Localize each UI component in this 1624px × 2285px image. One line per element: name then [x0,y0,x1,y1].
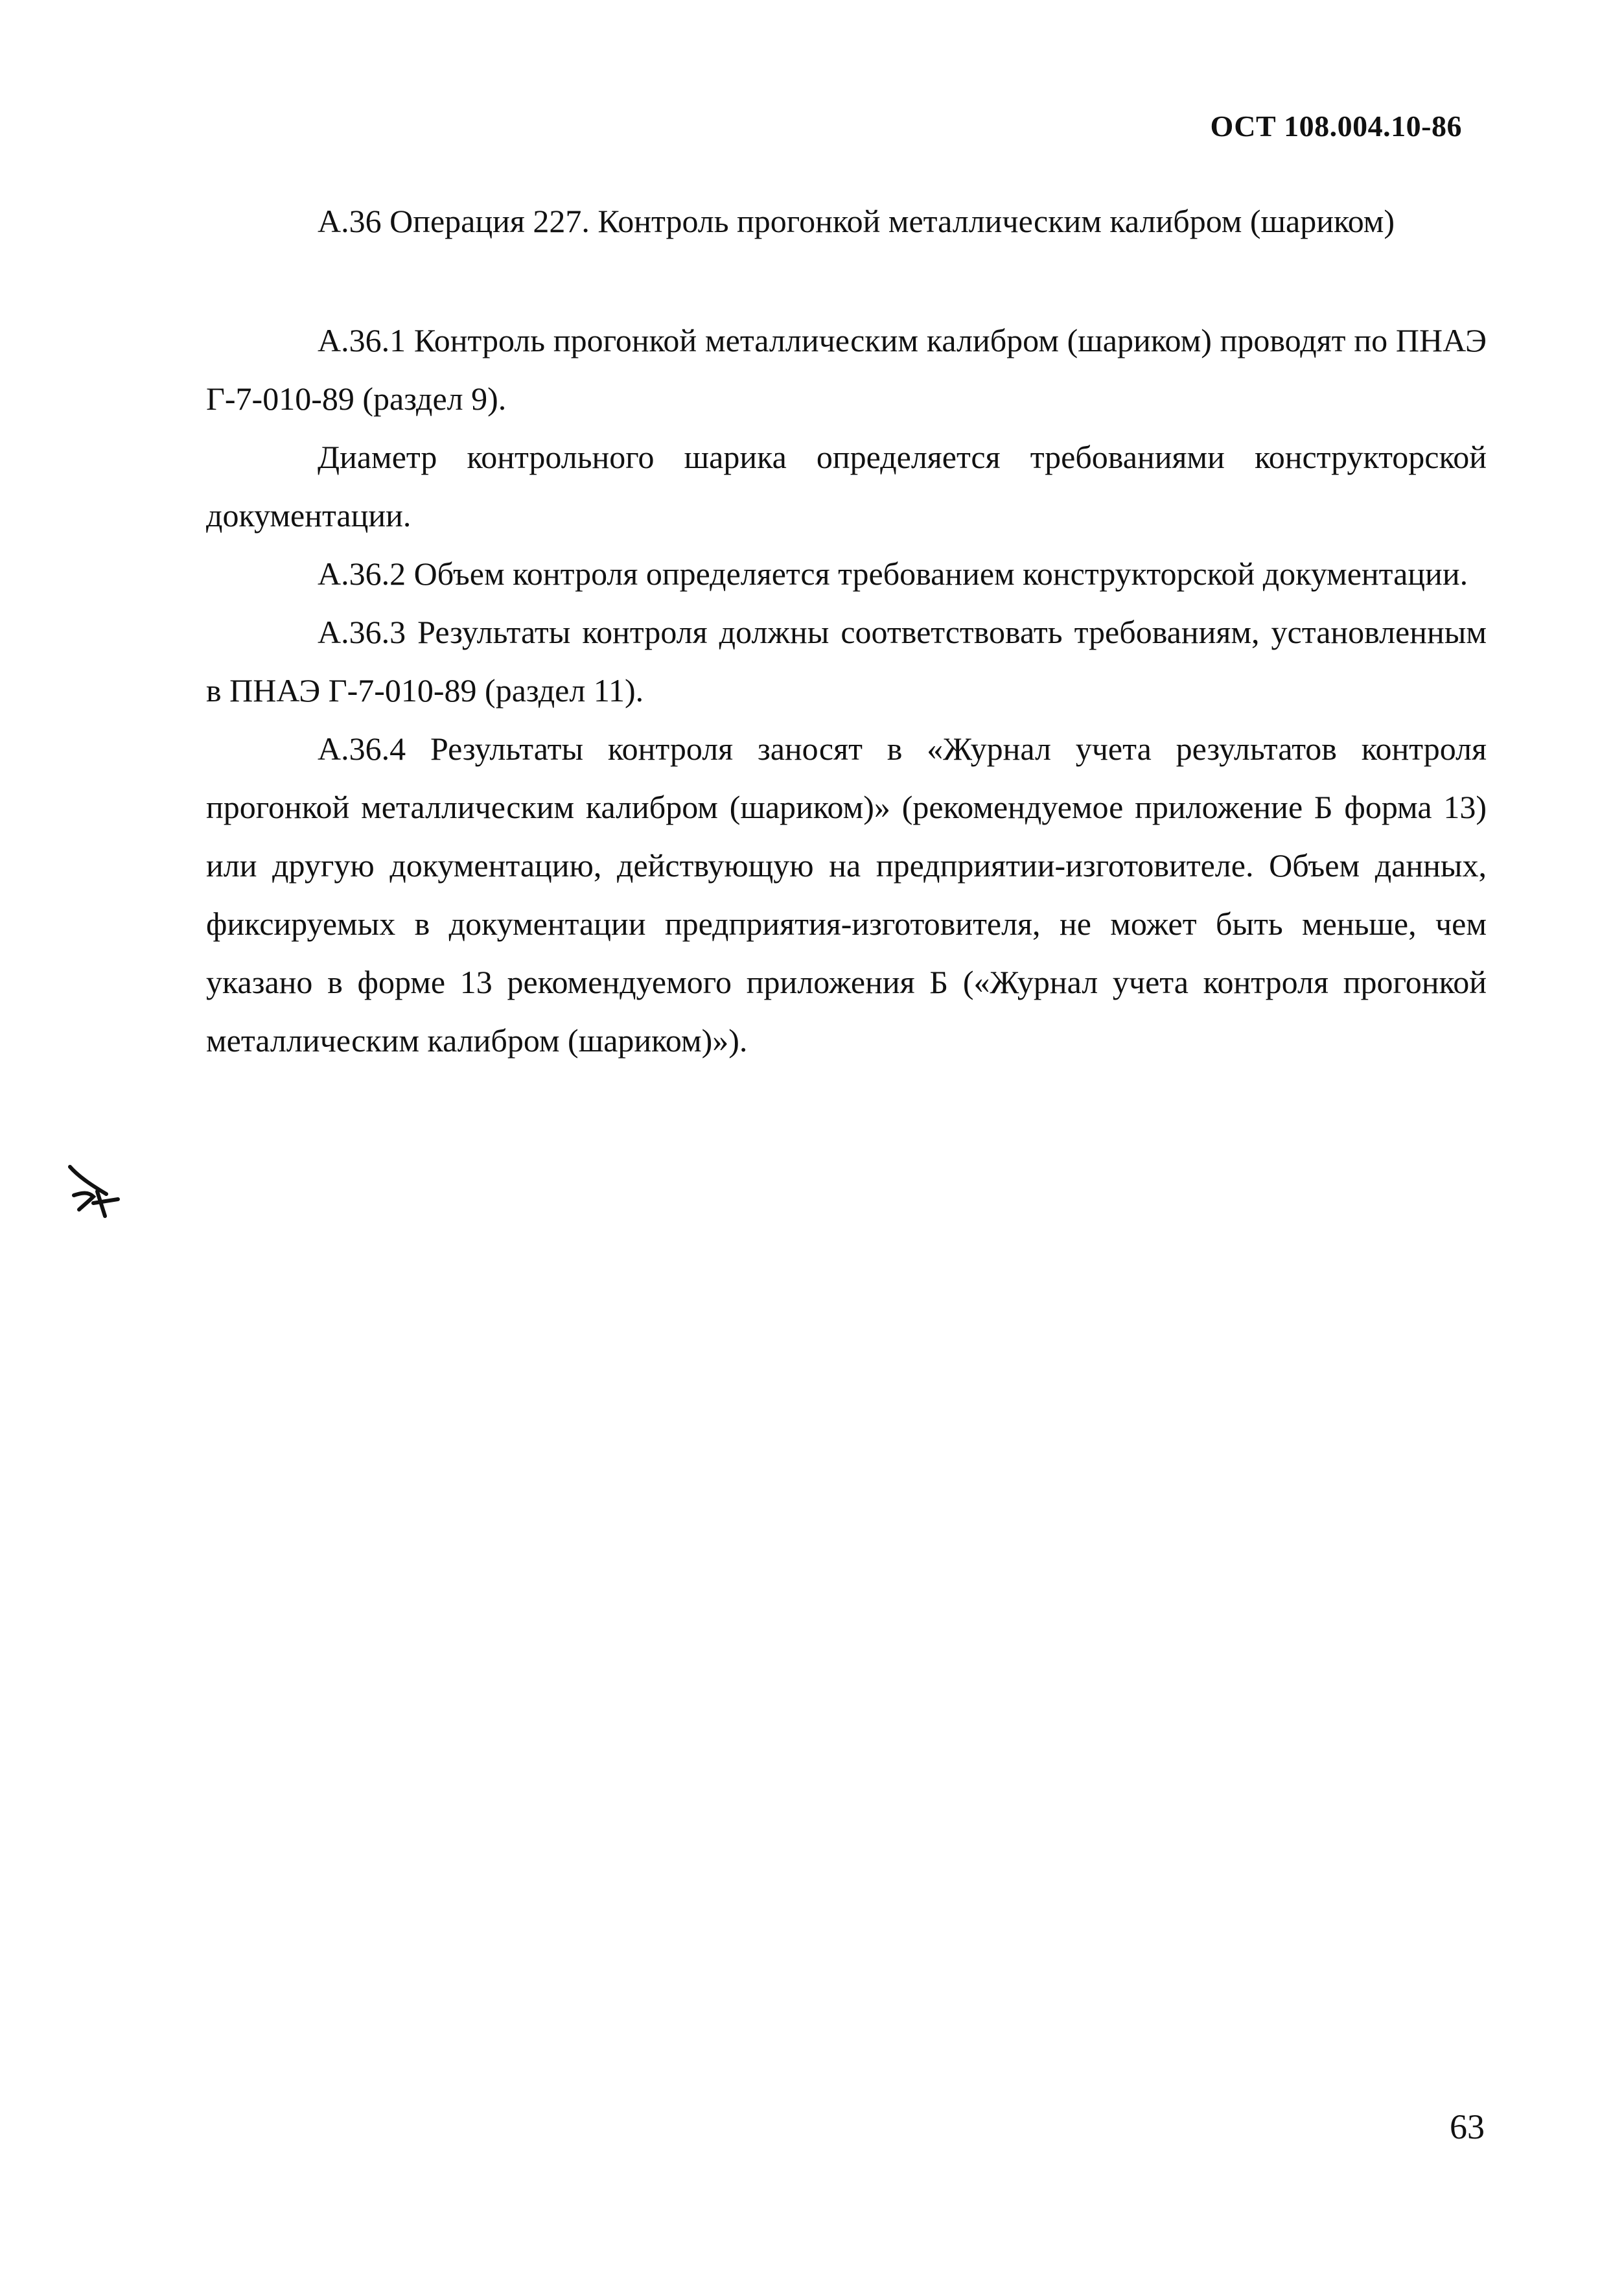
paragraph-a36-1: А.36.1 Контроль прогонкой металлическим калибром (шариком) проводят по ПНАЭ Г-7-010-89 (раздел 9). [206,322,1487,417]
paragraph-a36-4: А.36.4 Результаты контроля заносят в «Журнал учета результатов контроля прогонкой металлическим калибром (шариком)» (рекомендуемое приложение Б форма 13) или другую документацию, действующую на предприятии-изготовителе. Объем данных, фиксируемых в документации предприятия-изготовителя, не может быть меньше, чем указано в форме 13 рекомендуемого приложения Б («Журнал учета контроля прогонкой металлическим калибром (шариком)»). [206,731,1487,1059]
paragraph-a36-3: А.36.3 Результаты контроля должны соответствовать требованиям, установленным в ПНАЭ Г-7-010-89 (раздел 11). [206,614,1487,709]
section-heading: А.36 Операция 227. Контроль прогонкой металлическим калибром (шариком) [318,203,1395,239]
paragraph-ball-diameter: Диаметр контрольного шарика определяется требованиями конструкторской документации. [206,439,1487,533]
handwritten-signature-icon [60,1154,131,1225]
document-body [206,311,1487,1070]
page-number: 63 [1450,2107,1485,2146]
paragraph-a36-2: А.36.2 Объем контроля определяется требованием конструкторской документации. [318,556,1468,592]
document-code: ОСТ 108.004.10-86 [1210,110,1462,143]
